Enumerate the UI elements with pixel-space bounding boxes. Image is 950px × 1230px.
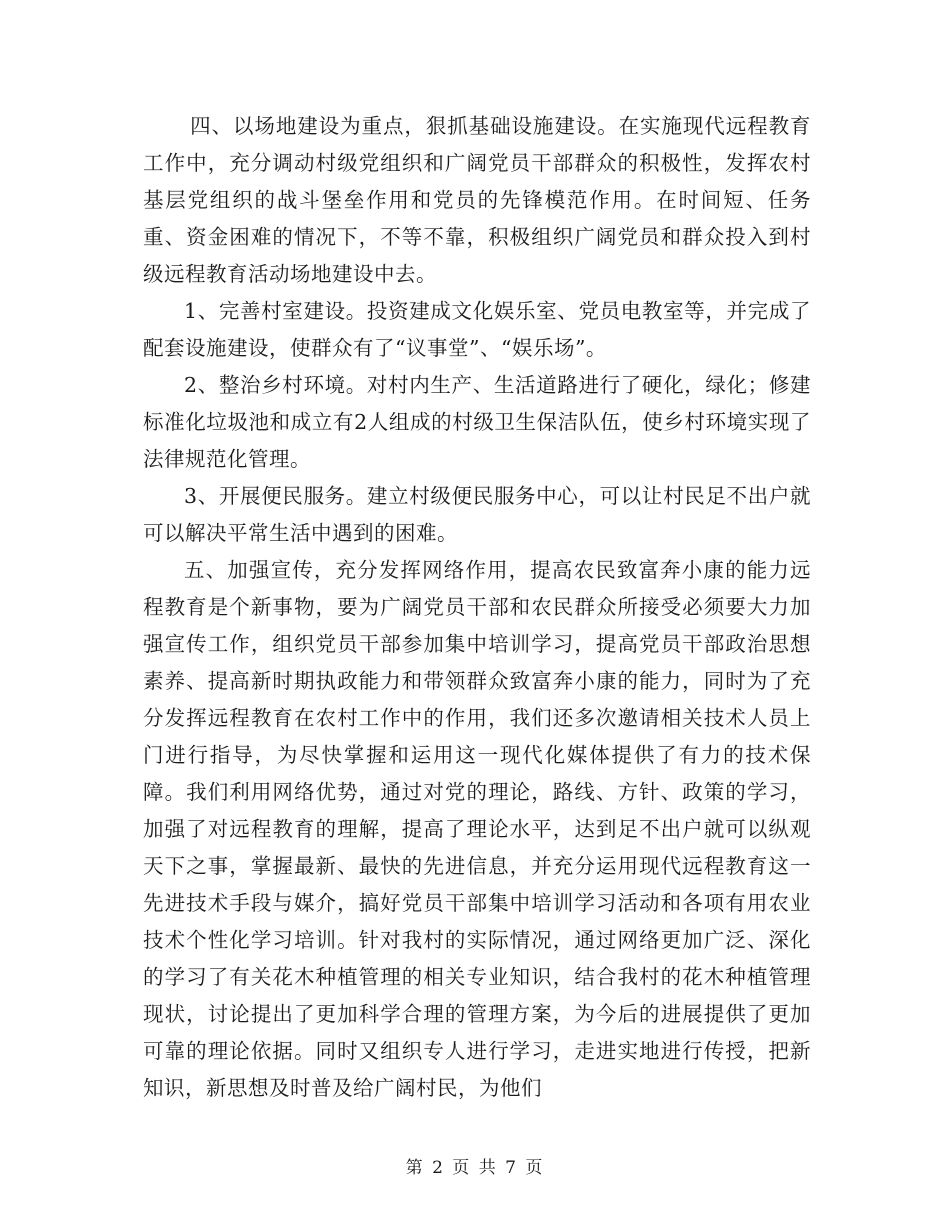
paragraph-item-1: 1、完善村室建设。投资建成文化娱乐室、党员电教室等，并完成了配套设施建设，使群众有了“议事堂”、“娱乐场”。	[143, 299, 811, 360]
paragraph-section-4: 四、以场地建设为重点，狠抓基础设施建设。在实施现代远程教育工作中，充分调动村级党组织和广阔党员干部群众的积极性，发挥农村基层党组织的战斗堡垒作用和党员的先锋模范作用。在时间短、任务重、资金困难的情况下，不等不靠，积极组织广阔党员和群众投入到村级远程教育活动场地建设中去。	[143, 114, 811, 286]
page-footer: 第 2 页 共 7 页	[405, 1158, 545, 1178]
paragraph-item-3: 3、开展便民服务。建立村级便民服务中心，可以让村民足不出户就可以解决平常生活中遇到的困难。	[143, 484, 811, 545]
paragraph-section-5: 五、加强宣传，充分发挥网络作用，提高农民致富奔小康的能力远程教育是个新事物，要为广阔党员干部和农民群众所接受必须要大力加强宣传工作，组织党员干部参加集中培训学习，提高党员干部政治思想素养、提高新时期执政能力和带领群众致富奔小康的能力，同时为了充分发挥远程教育在农村工作中的作用，我们还多次邀请相关技术人员上门进行指导，为尽快掌握和运用这一现代化媒体提供了有力的技术保障。我们利用网络优势，通过对党的理论，路线、方针、政策的学习，加强了对远程教育的理解，提高了理论水平，达到足不出户就可以纵观天下之事，掌握最新、最快的先进信息，并充分运用现代远程教育这一先进技术手段与媒介，搞好党员干部集中培训学习活动和各项有用农业技术个性化学习培训。针对我村的实际情况，通过网络更加广泛、深化的学习了有关花木种植管理的相关专业知识，结合我村的花木种植管理现状，讨论提出了更加科学合理的管理方案，为今后的进展提供了更加可靠的理论依据。同时又组织专人进行学习，走进实地进行传授，把新知识，新思想及时普及给广阔村民，为他们	[143, 558, 811, 1100]
paragraph-item-2: 2、整治乡村环境。对村内生产、生活道路进行了硬化，绿化；修建标准化垃圾池和成立有2人组成的村级卫生保洁队伍，使乡村环境实现了法律规范化管理。	[143, 373, 811, 471]
document-page	[143, 108, 811, 1107]
